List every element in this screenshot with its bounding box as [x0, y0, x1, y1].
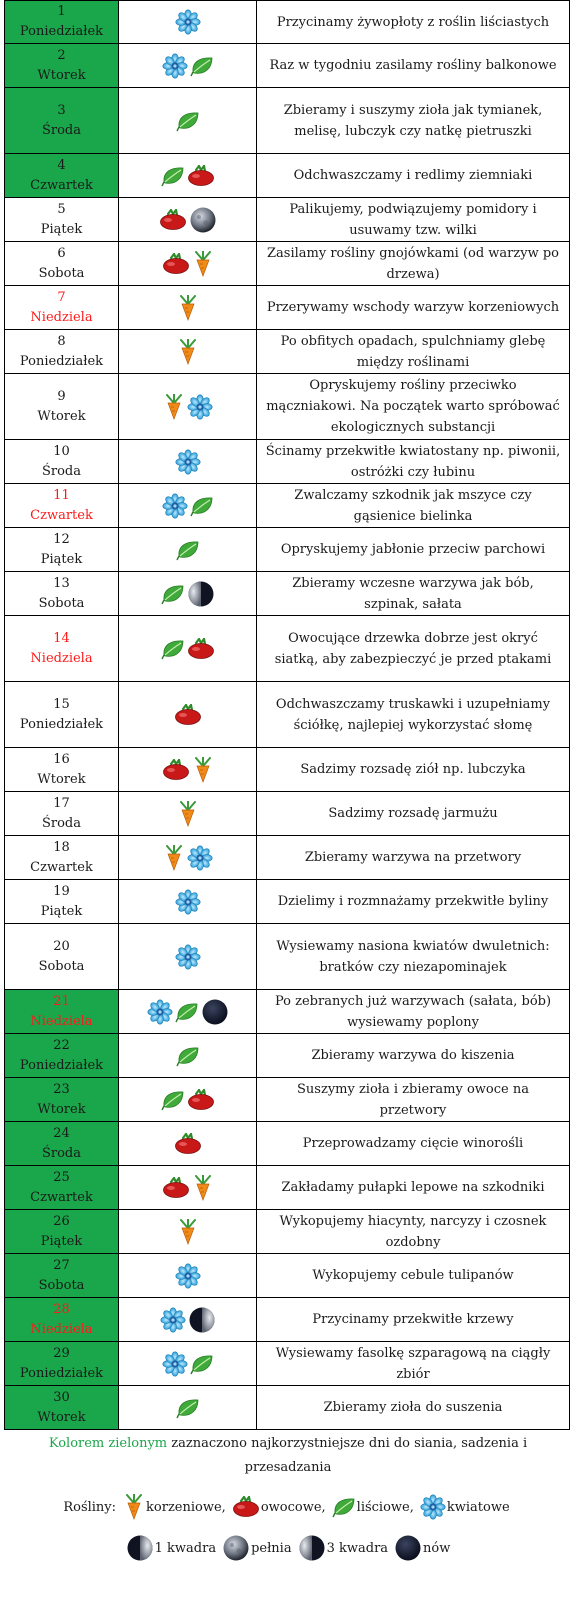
day-cell: [5, 528, 119, 572]
day-number: 16: [53, 751, 70, 767]
moon-new-icon: [201, 998, 229, 1026]
moon-new-icon: [394, 1534, 423, 1562]
task-text: Ścinamy przekwitłe kwiatostany np. piwonii, ostróżki czy łubinu: [257, 440, 570, 484]
task-text: Palikujemy, podwiązujemy pomidory i usuwamy tzw. wilki: [257, 198, 570, 242]
calendar-row: [5, 1254, 570, 1298]
day-number: 12: [53, 531, 70, 547]
day-number: 17: [53, 795, 70, 811]
day-number: 22: [53, 1037, 70, 1053]
day-cell: [5, 88, 119, 154]
day-number: 28: [53, 1301, 70, 1317]
moon-third-icon: [187, 580, 215, 608]
flower-icon: [162, 53, 188, 79]
carrot-icon: [192, 1175, 214, 1201]
leaf-icon: [161, 1089, 185, 1111]
task-text: Sadzimy rozsadę jarmużu: [257, 792, 570, 836]
weekday-name: Czwartek: [30, 507, 93, 523]
weekday-name: Środa: [41, 1145, 82, 1161]
carrot-icon: [177, 339, 199, 365]
weekday-name: Wtorek: [37, 771, 86, 787]
day-cell: [5, 374, 119, 440]
carrot-icon: [177, 801, 199, 827]
carrot-icon: [123, 1494, 146, 1520]
weekday-name: Środa: [41, 815, 82, 831]
weekday-name: Sobota: [38, 1277, 85, 1293]
weekday-name: Sobota: [38, 958, 85, 974]
icons-cell: [119, 1166, 257, 1210]
day-number: 14: [53, 630, 70, 646]
legend-note-text: zaznaczono najkorzystniejsze dni do siania, sadzenia i przesadzania: [167, 1436, 528, 1475]
weekday-name: Środa: [41, 122, 82, 138]
flower-icon: [162, 493, 188, 519]
day-cell: [5, 836, 119, 880]
day-cell: [5, 1, 119, 44]
icons-cell: [119, 1034, 257, 1078]
calendar-row: [5, 1210, 570, 1254]
task-text: Opryskujemy rośliny przeciwko mączniakowi. Na początek warto spróbować ekologicznych substancji: [257, 374, 570, 440]
icons-cell: [119, 1122, 257, 1166]
icons-cell: [119, 1386, 257, 1430]
day-cell: [5, 616, 119, 682]
task-text: Przycinamy przekwitłe krzewy: [257, 1298, 570, 1342]
calendar-row: [5, 616, 570, 682]
day-number: 24: [53, 1125, 70, 1141]
task-text: Dzielimy i rozmnażamy przekwitłe byliny: [257, 880, 570, 924]
task-text: Raz w tygodniu zasilamy rośliny balkonowe: [257, 44, 570, 88]
weekday-name: Piątek: [40, 903, 83, 919]
plant-legend-item: [232, 1496, 326, 1518]
task-text: Odchwaszczamy i redlimy ziemniaki: [257, 154, 570, 198]
icons-cell: [119, 616, 257, 682]
calendar-row: [5, 792, 570, 836]
plant-legend-item: [123, 1494, 226, 1520]
icons-cell: [119, 924, 257, 990]
day-cell: [5, 242, 119, 286]
day-number: 9: [57, 388, 66, 404]
fruit-icon: [187, 1089, 215, 1111]
day-cell: [5, 1298, 119, 1342]
day-number: 27: [53, 1257, 70, 1273]
leaf-icon: [190, 55, 214, 77]
task-text: Przerywamy wschody warzyw korzeniowych: [257, 286, 570, 330]
task-text: Opryskujemy jabłonie przeciw parchowi: [257, 528, 570, 572]
fruit-icon: [187, 638, 215, 660]
day-number: 10: [53, 443, 70, 459]
icons-cell: [119, 880, 257, 924]
day-cell: [5, 1254, 119, 1298]
task-text: Wysiewamy fasolkę szparagową na ciągły zbiór: [257, 1342, 570, 1386]
fruit-icon: [174, 704, 202, 726]
day-number: 25: [53, 1169, 70, 1185]
task-text: Odchwaszczamy truskawki i uzupełniamy ściółkę, najlepiej wykorzystać słomę: [257, 682, 570, 748]
weekday-name: Czwartek: [30, 1189, 93, 1205]
flower-icon: [175, 9, 201, 35]
task-text: Przycinamy żywopłoty z roślin liściastych: [257, 1, 570, 44]
fruit-icon: [162, 1177, 190, 1199]
day-number: 1: [57, 4, 66, 19]
flower-icon: [187, 845, 213, 871]
calendar-row: [5, 374, 570, 440]
day-cell: [5, 440, 119, 484]
icons-cell: [119, 154, 257, 198]
icons-cell: [119, 374, 257, 440]
flower-icon: [420, 1494, 447, 1520]
day-cell: [5, 330, 119, 374]
day-number: 6: [57, 245, 66, 261]
day-number: 20: [53, 938, 70, 954]
weekday-name: Czwartek: [30, 177, 93, 193]
flower-icon: [175, 449, 201, 475]
icons-cell: [119, 484, 257, 528]
task-text: Po obfitych opadach, spulchniamy glebę między roślinami: [257, 330, 570, 374]
leaf-icon: [175, 1001, 199, 1023]
weekday-name: Wtorek: [37, 1409, 86, 1425]
weekday-name: Piątek: [40, 221, 83, 237]
leaf-icon: [176, 1397, 200, 1419]
fruit-icon: [162, 759, 190, 781]
weekday-name: Wtorek: [37, 67, 86, 83]
weekday-name: Wtorek: [37, 408, 86, 424]
moon-legend-label: nów: [423, 1540, 451, 1556]
calendar-row: [5, 1298, 570, 1342]
calendar-row: [5, 44, 570, 88]
fruit-icon: [174, 1133, 202, 1155]
moon-legend-item: [126, 1534, 216, 1562]
leaf-icon: [332, 1496, 357, 1518]
day-number: 11: [53, 487, 70, 503]
calendar-row: [5, 1122, 570, 1166]
task-text: Zakładamy pułapki lepowe na szkodniki: [257, 1166, 570, 1210]
legend: [0, 1432, 576, 1562]
flower-icon: [175, 889, 201, 915]
carrot-icon: [163, 845, 185, 871]
day-cell: [5, 286, 119, 330]
icons-cell: [119, 792, 257, 836]
carrot-icon: [177, 1219, 199, 1245]
weekday-name: Poniedziałek: [19, 353, 104, 369]
leaf-icon: [190, 495, 214, 517]
carrot-icon: [192, 757, 214, 783]
task-text: Po zebranych już warzywach (sałata, bób) wysiewamy poplony: [257, 990, 570, 1034]
moon-third-icon: [298, 1534, 327, 1562]
calendar-row: [5, 242, 570, 286]
day-cell: [5, 990, 119, 1034]
moon-legend-label: pełnia: [251, 1540, 292, 1556]
day-number: 8: [57, 333, 66, 349]
task-text: Sadzimy rozsadę ziół np. lubczyka: [257, 748, 570, 792]
weekday-name: Czwartek: [30, 859, 93, 875]
calendar-row: [5, 198, 570, 242]
calendar-row: [5, 924, 570, 990]
task-text: Zbieramy warzywa na przetwory: [257, 836, 570, 880]
moon-full-icon: [222, 1534, 251, 1562]
icons-cell: [119, 88, 257, 154]
leaf-icon: [176, 1045, 200, 1067]
flower-icon: [187, 394, 213, 420]
calendar-row: [5, 330, 570, 374]
day-number: 2: [57, 47, 66, 63]
fruit-icon: [187, 165, 215, 187]
day-number: 29: [53, 1345, 70, 1361]
plant-legend-label: kwiatowe: [446, 1499, 510, 1515]
day-cell: [5, 198, 119, 242]
plant-legend-item: [332, 1496, 414, 1518]
moon-legend-label: 1 kwadra: [154, 1540, 217, 1556]
calendar-row: [5, 748, 570, 792]
icons-cell: [119, 528, 257, 572]
calendar-row: [5, 88, 570, 154]
flower-icon: [175, 944, 201, 970]
weekday-name: Niedziela: [30, 1321, 93, 1337]
day-cell: [5, 748, 119, 792]
calendar-row: [5, 440, 570, 484]
leaf-icon: [176, 539, 200, 561]
day-cell: [5, 1166, 119, 1210]
leaf-icon: [161, 583, 185, 605]
calendar-row: [5, 1342, 570, 1386]
day-cell: [5, 682, 119, 748]
calendar-row: [5, 990, 570, 1034]
fruit-icon: [162, 253, 190, 275]
gardening-calendar-table: [4, 0, 570, 1430]
day-number: 7: [57, 289, 66, 305]
plant-legend-label: liściowe,: [356, 1499, 414, 1515]
legend-note-highlight: Kolorem zielonym: [48, 1436, 168, 1451]
icons-cell: [119, 1, 257, 44]
moon-legend-item: [222, 1534, 292, 1562]
icons-cell: [119, 1210, 257, 1254]
day-number: 15: [53, 696, 70, 712]
fruit-icon: [232, 1496, 261, 1518]
calendar-row: [5, 572, 570, 616]
icons-cell: [119, 440, 257, 484]
day-cell: [5, 1342, 119, 1386]
weekday-name: Piątek: [40, 551, 83, 567]
weekday-name: Poniedziałek: [19, 24, 104, 39]
task-text: Przeprowadzamy cięcie winorośli: [257, 1122, 570, 1166]
calendar-row: [5, 528, 570, 572]
day-number: 26: [53, 1213, 70, 1229]
calendar-row: [5, 1386, 570, 1430]
day-cell: [5, 1210, 119, 1254]
day-cell: [5, 572, 119, 616]
moon-phases-legend: [0, 1534, 576, 1562]
day-number: 5: [57, 201, 66, 217]
task-text: Zbieramy wczesne warzywa jak bób, szpinak, sałata: [257, 572, 570, 616]
fruit-icon: [159, 209, 187, 231]
task-text: Wysiewamy nasiona kwiatów dwuletnich: bratków czy niezapominajek: [257, 924, 570, 990]
weekday-name: Wtorek: [37, 1101, 86, 1117]
task-text: Zasilamy rośliny gnojówkami (od warzyw po drzewa): [257, 242, 570, 286]
moon-full-icon: [189, 206, 217, 234]
day-cell: [5, 1034, 119, 1078]
legend-note: [0, 1432, 576, 1480]
calendar-row: [5, 682, 570, 748]
day-number: 30: [53, 1389, 70, 1405]
day-number: 13: [53, 575, 70, 591]
flower-icon: [162, 1351, 188, 1377]
weekday-name: Niedziela: [30, 650, 93, 666]
day-number: 21: [53, 993, 70, 1009]
moon-first-icon: [188, 1306, 216, 1334]
icons-cell: [119, 198, 257, 242]
calendar-row: [5, 1078, 570, 1122]
moon-legend-label: 3 kwadra: [326, 1540, 389, 1556]
calendar-row: [5, 286, 570, 330]
moon-legend-item: [394, 1534, 450, 1562]
task-text: Zbieramy warzywa do kiszenia: [257, 1034, 570, 1078]
plant-legend-label: owocowe,: [260, 1499, 326, 1515]
icons-cell: [119, 572, 257, 616]
leaf-icon: [161, 638, 185, 660]
plant-legend-label: korzeniowe,: [146, 1499, 226, 1515]
plant-legend-item: [420, 1494, 510, 1520]
weekday-name: Niedziela: [30, 1013, 93, 1029]
weekday-name: Poniedziałek: [19, 1365, 104, 1381]
icons-cell: [119, 44, 257, 88]
carrot-icon: [177, 295, 199, 321]
calendar-row: [5, 484, 570, 528]
day-number: 19: [53, 883, 70, 899]
plants-legend-label: Rośliny:: [63, 1499, 117, 1515]
day-number: 18: [53, 839, 70, 855]
flower-icon: [147, 999, 173, 1025]
day-cell: [5, 880, 119, 924]
flower-icon: [175, 1263, 201, 1289]
calendar-row: [5, 1, 570, 44]
day-number: 3: [57, 102, 66, 118]
icons-cell: [119, 836, 257, 880]
weekday-name: Piątek: [40, 1233, 83, 1249]
task-text: Owocujące drzewka dobrze jest okryć siatką, aby zabezpieczyć je przed ptakami: [257, 616, 570, 682]
task-text: Wykopujemy cebule tulipanów: [257, 1254, 570, 1298]
icons-cell: [119, 748, 257, 792]
day-cell: [5, 154, 119, 198]
weekday-name: Poniedziałek: [19, 716, 104, 732]
day-cell: [5, 924, 119, 990]
task-text: Zbieramy i suszymy zioła jak tymianek, melisę, lubczyk czy natkę pietruszki: [257, 88, 570, 154]
leaf-icon: [190, 1353, 214, 1375]
leaf-icon: [176, 110, 200, 132]
task-text: Suszymy zioła i zbieramy owoce na przetwory: [257, 1078, 570, 1122]
task-text: Zwalczamy szkodnik jak mszyce czy gąsienice bielinka: [257, 484, 570, 528]
day-cell: [5, 1078, 119, 1122]
carrot-icon: [192, 251, 214, 277]
weekday-name: Środa: [41, 463, 82, 479]
icons-cell: [119, 990, 257, 1034]
weekday-name: Poniedziałek: [19, 1057, 104, 1073]
icons-cell: [119, 1254, 257, 1298]
calendar-row: [5, 880, 570, 924]
calendar-row: [5, 1166, 570, 1210]
day-cell: [5, 1386, 119, 1430]
day-number: 23: [53, 1081, 70, 1097]
weekday-name: Sobota: [38, 595, 85, 611]
icons-cell: [119, 1298, 257, 1342]
icons-cell: [119, 1342, 257, 1386]
day-cell: [5, 1122, 119, 1166]
day-number: 4: [57, 157, 66, 173]
moon-legend-item: [298, 1534, 388, 1562]
day-cell: [5, 792, 119, 836]
icons-cell: [119, 1078, 257, 1122]
task-text: Zbieramy zioła do suszenia: [257, 1386, 570, 1430]
day-cell: [5, 44, 119, 88]
moon-first-icon: [126, 1534, 155, 1562]
day-cell: [5, 484, 119, 528]
leaf-icon: [161, 165, 185, 187]
calendar-row: [5, 836, 570, 880]
weekday-name: Sobota: [38, 265, 85, 281]
calendar-row: [5, 154, 570, 198]
icons-cell: [119, 330, 257, 374]
carrot-icon: [163, 394, 185, 420]
weekday-name: Niedziela: [30, 309, 93, 325]
icons-cell: [119, 242, 257, 286]
task-text: Wykopujemy hiacynty, narcyzy i czosnek ozdobny: [257, 1210, 570, 1254]
plants-legend: [0, 1494, 576, 1520]
icons-cell: [119, 682, 257, 748]
flower-icon: [160, 1307, 186, 1333]
icons-cell: [119, 286, 257, 330]
calendar-row: [5, 1034, 570, 1078]
